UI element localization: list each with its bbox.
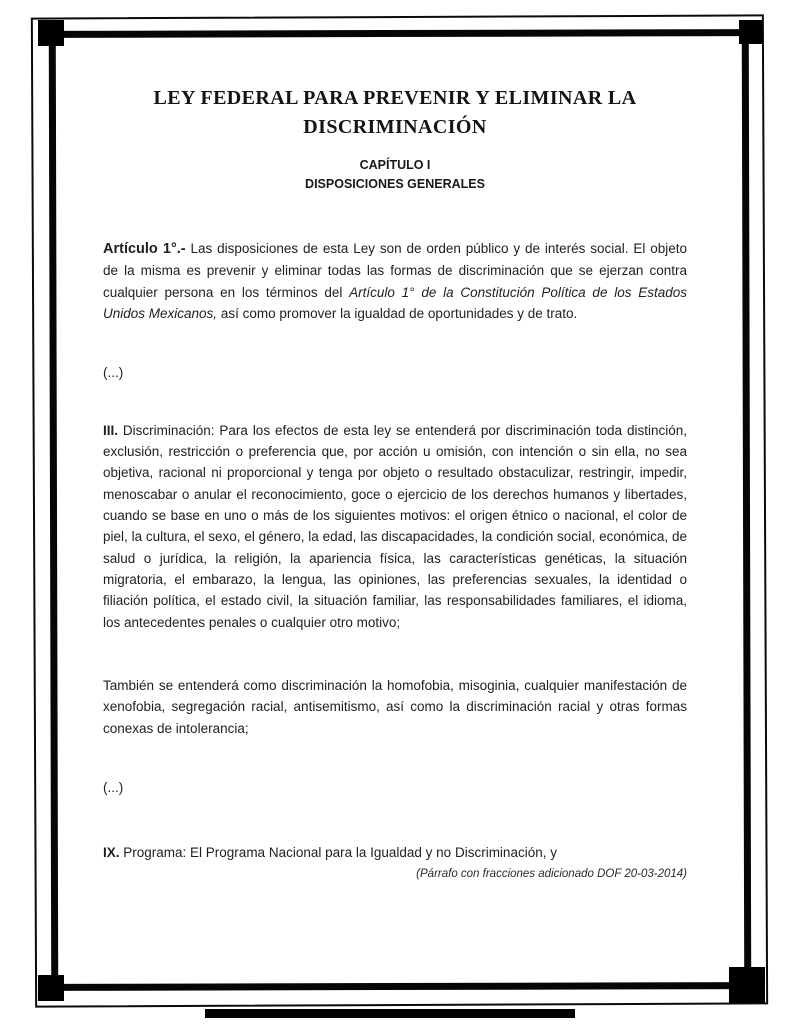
corner-mark-bottom-left [38,975,64,1001]
title-line-1: LEY FEDERAL PARA PREVENIR Y ELIMINAR LA [153,87,637,109]
amendment-footnote: (Párrafo con fracciones adicionado DOF 20-03-2014) [416,867,687,880]
fraction-ix-paragraph [103,842,687,863]
article-1-citation: Artículo 1° de la Constitución Política de los Estados Unidos Mexicanos, [103,284,687,322]
ellipsis-marker-1: (...) [103,365,124,381]
intolerance-paragraph: También se entenderá como discriminación la homofobia, misoginia, cualquier manifestación de xenofobia, segregación racial, antisemitismo, así como la discriminación racial y otras formas conexas de intolerancia; [103,678,687,736]
chapter-subtitle: DISPOSICIONES GENERALES [305,176,485,191]
corner-mark-bottom-right [729,967,765,1003]
article-1-paragraph [103,238,687,325]
document-title [103,84,687,142]
fraction-ix-text: Programa: El Programa Nacional para la Igualdad y no Discriminación, y [119,845,557,861]
title-line-2: DISCRIMINACIÓN [303,116,487,138]
chapter-heading [103,156,687,194]
fraction-iii-paragraph [103,420,687,633]
scan-artifact-bottom-bar [205,1009,575,1018]
corner-mark-top-right [739,20,763,44]
article-1-text-1: Las disposiciones de esta Ley son de orden público y de interés social. El objeto de la misma es prevenir y eliminar todas las formas de discriminación que se ejerzan contra cualquier persona en los términos del [103,240,687,300]
chapter-number: CAPÍTULO I [359,158,431,172]
fraction-iii-label: III. [103,422,119,438]
document-content [103,84,687,880]
article-1-text-2: así como promover la igualdad de oportunidades y de trato. [217,306,578,322]
article-1-label: Artículo 1°.- [103,240,186,257]
fraction-iii-text: Discriminación: Para los efectos de esta ley se entenderá por discriminación toda distinción, exclusión, restricción o preferencia que, por acción u omisión, con intención o sin ella, no sea objetiva, racional ni proporcional y tenga por objeto o resultado obstaculizar, restringir, impedir, menoscabar o anular el reconocimiento, goce o ejercicio de los derechos humanos y libertades, cuando se base en uno o más de los siguientes motivos: el origen étnico o nacional, el color de piel, la cultura, el sexo, el género, la edad, las discapacidades, la condición social, económica, de salud o jurídica, la religión, la apariencia física, las características genéticas, la situación migratoria, el embarazo, la lengua, las opiniones, las preferencias sexuales, la identidad o filiación política, el estado civil, la situación familiar, las responsabilidades familiares, el idioma, los antecedentes penales o cualquier otro motivo; [103,422,687,630]
corner-mark-top-left [38,20,64,46]
ellipsis-marker-2: (...) [103,779,124,795]
fraction-ix-label: IX. [103,845,120,861]
